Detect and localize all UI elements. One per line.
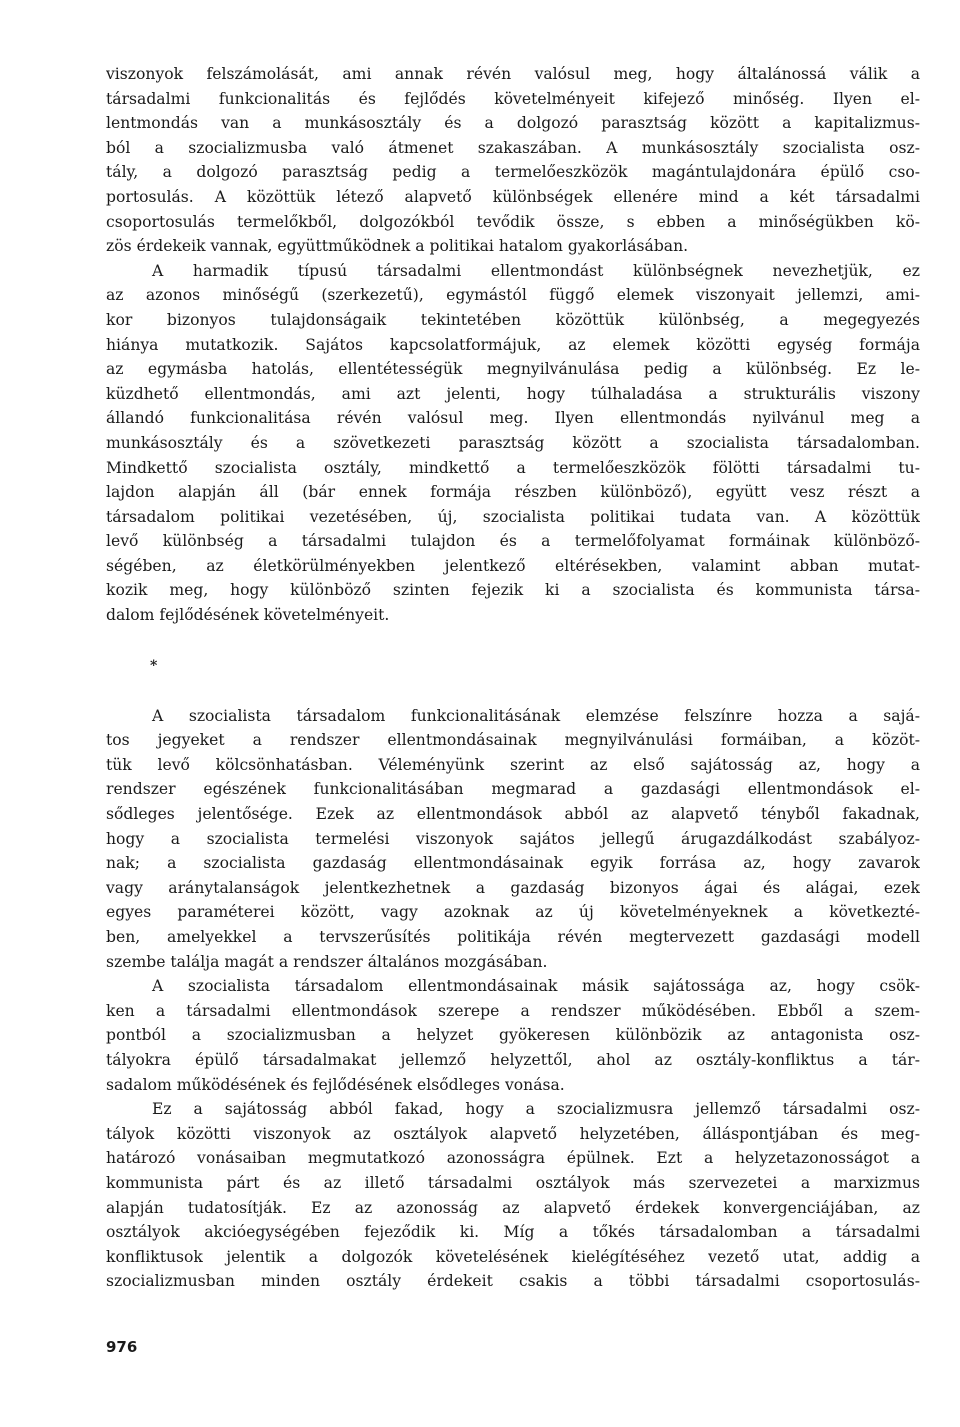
text-line: konfliktusok jelentik a dolgozók követelésének kielégítéséhez vezető utat, addig a: [106, 1247, 920, 1266]
text-line: az egymásba hatolás, ellentétességük megnyilvánulása pedig a különbség. Ez le-: [106, 360, 920, 379]
text-line: hogy a szocialista termelési viszonyok sajátos jellegű árugazdálkodást szabályoz-: [106, 829, 920, 848]
text-line: nak; a szocialista gazdaság ellentmondásainak egyik forrása az, hogy zavarok: [106, 854, 920, 873]
text-line: határozó vonásaiban megmutatkozó azonosságra épülnek. Ezt a helyzetazonosságot a: [106, 1149, 920, 1168]
text-line: kommunista párt és az illető társadalmi osztályok más szervezetei a marxizmus: [106, 1173, 920, 1192]
text-line: tály, a dolgozó parasztság pedig a termelőeszközök magántulajdonára épülő cso-: [106, 163, 920, 182]
paragraph-4: [106, 974, 920, 1097]
section-separator: *: [150, 657, 158, 674]
text-line: csoportosulás termelőkből, dolgozókból tevődik össze, s ebben a minőségükben kö-: [106, 212, 920, 231]
text-line: dalom fejlődésének követelményeit.: [106, 606, 390, 625]
text-line: A szocialista társadalom ellentmondásainak másik sajátossága az, hogy csök-: [152, 977, 920, 996]
text-line: rendszer egészének funkcionalitásában megmarad a gazdasági ellentmondások el-: [106, 780, 920, 799]
text-line: hiánya mutatkozik. Sajátos kapcsolatformájuk, az elemek közötti egység formája: [106, 335, 920, 354]
text-line: alapján tudatosítják. Ez az azonosság az alapvető érdekek konvergenciájában, az: [106, 1198, 920, 1217]
text-line: munkásosztály és a szövetkezeti parasztság között a szocialista társadalomban.: [106, 433, 920, 452]
text-line: Ez a sajátosság abból fakad, hogy a szocializmusra jellemző társadalmi osz-: [152, 1100, 920, 1119]
text-line: pontból a szocializmusban a helyzet gyökeresen különbözik az antagonista osz-: [106, 1026, 920, 1045]
text-line: kozik meg, hogy különböző szinten fejezik ki a szocialista és kommunista társa-: [106, 581, 920, 600]
text-line: kor bizonyos tulajdonságaik tekintetében közöttük különbség, a megegyezés: [106, 310, 920, 329]
page-number: 976: [106, 1338, 138, 1356]
text-line: sadalom működésének és fejlődésének elsődleges vonása.: [106, 1075, 565, 1094]
spacer: [106, 682, 920, 704]
text-line: szembe találja magát a rendszer általános mozgásában.: [106, 952, 548, 971]
text-line: tos jegyeket a rendszer ellentmondásainak megnyilvánulási formáiban, a közöt-: [106, 731, 920, 750]
text-line: vagy aránytalanságok jelentkezhetnek a gazdaság bizonyos ágai és alágai, ezek: [106, 878, 920, 897]
text-line: tályokra épülő társadalmakat jellemző helyzettől, ahol az osztály-konfliktus a tár-: [106, 1050, 920, 1069]
text-line: osztályok akcióegységében fejeződik ki. Míg a tőkés társadalomban a társadalmi: [106, 1223, 920, 1242]
text-line: lajdon alapján áll (bár ennek formája részben különböző), együtt vesz részt a: [106, 483, 920, 502]
text-line: sődleges jelentősége. Ezek az ellentmondások abból az alapvető tényből fakadnak,: [106, 805, 920, 824]
text-line: társadalom politikai vezetésében, új, szocialista politikai tudata van. A közöttük: [106, 507, 920, 526]
text-line: tük levő kölcsönhatásban. Véleményünk szerint az első sajátosság az, hogy a: [106, 755, 920, 774]
text-line: A harmadik típusú társadalmi ellentmondást különbségnek nevezhetjük, ez: [152, 261, 920, 280]
text-line: ségében, az életkörülményekben jelentkező eltérésekben, valamint abban mutat-: [106, 556, 920, 575]
paragraph-3: [106, 704, 920, 975]
text-line: A szocialista társadalom funkcionalitásának elemzése felszínre hozza a sajá-: [152, 706, 920, 725]
text-line: ból a szocializmusba való átmenet szakaszában. A munkásosztály szocialista osz-: [106, 138, 920, 157]
page-body: [106, 62, 920, 1294]
text-line: lentmondás van a munkásosztály és a dolgozó parasztság között a kapitalizmus-: [106, 114, 920, 133]
text-line: zös érdekeik vannak, együttműködnek a politikai hatalom gyakorlásában.: [106, 237, 689, 256]
text-line: egyes paraméterei között, vagy azoknak az új követelményeknek a következté-: [106, 903, 920, 922]
text-line: viszonyok felszámolását, ami annak révén valósul meg, hogy általánossá válik a: [106, 65, 920, 83]
text-line: küzdhető ellentmondás, ami azt jelenti, hogy túlhaladása a strukturális viszony: [106, 384, 920, 403]
text-line: tályok közötti viszonyok az osztályok alapvető helyzetében, álláspontjában és meg-: [106, 1124, 920, 1143]
text-line: levő különbség a társadalmi tulajdon és a termelőfolyamat formáinak különböző-: [106, 532, 920, 551]
text-line: ken a társadalmi ellentmondások szerepe a rendszer működésében. Ebből a szem-: [106, 1001, 920, 1020]
text-line: az azonos minőségű (szerkezetű), egymástól függő elemek viszonyait jellemzi, ami-: [106, 286, 920, 305]
text-line: társadalmi funkcionalitás és fejlődés követelményeit kifejező minőség. Ilyen el-: [106, 89, 920, 108]
text-line: állandó funkcionalitása révén valósul meg. Ilyen ellentmondás nyilvánul meg a: [106, 409, 920, 428]
paragraph-1: [106, 62, 920, 259]
text-line: Mindkettő szocialista osztály, mindkettő a termelőeszközök fölötti társadalmi tu-: [106, 458, 920, 477]
paragraph-5: [106, 1097, 920, 1294]
text-line: szocializmusban minden osztály érdekeit csakis a többi társadalmi csoportosulás-: [106, 1272, 920, 1291]
text-line: portosulás. A közöttük létező alapvető különbségek ellenére mind a két társadalmi: [106, 187, 920, 206]
paragraph-2: [106, 259, 920, 628]
text-line: ben, amelyekkel a tervszerűsítés politikája révén megtervezett gazdasági modell: [106, 928, 920, 946]
